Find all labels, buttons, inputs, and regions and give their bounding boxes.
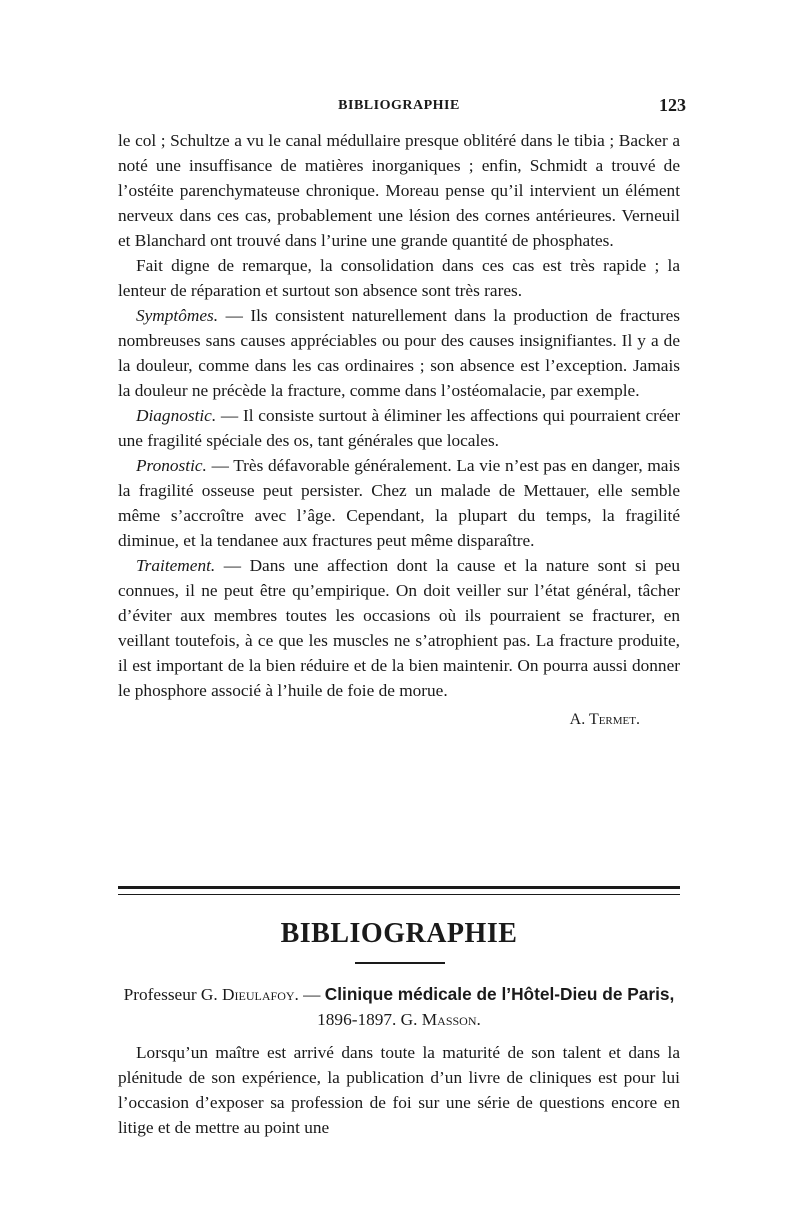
paragraph-causes: le col ; Schultze a vu le canal médullaire presque oblitéré dans le tibia ; Backer a noté une insuffisance de matières inorganiques ; enfin, Schmidt a trouvé de l’ostéite parenchymateuse chronique. Moreau pense qu’il intervient un élément nerveux dans ces cas, probablement une lésion des cornes antérieures. Verneuil et Blanchard ont trouvé dans l’urine une grande quantité de phosphates. [118,131,680,250]
running-title: BIBLIOGRAPHIE [338,98,460,113]
page-number: 123 [659,95,686,115]
running-head [118,95,686,118]
label-pronostic: Pronostic. [136,456,207,475]
paragraph-traitement [118,553,680,703]
review-book-title: Clinique médicale de l’Hôtel-Dieu de Paris, [324,984,675,1004]
review-years: 1896-1897. G. [317,1010,422,1029]
label-symptomes: Symptômes. [136,306,219,325]
article-body [118,128,680,732]
label-traitement: Traitement. [136,556,216,575]
review-paragraph: Lorsqu’un maître est arrivé dans toute la maturité de son talent et dans la plénitude de son expérience, la publication d’un livre de cliniques est pour lui l’occasion d’exposer sa profession de foi sur une série de questions encore en litige et de mettre au point une [118,1043,680,1137]
review-body [118,1040,680,1140]
paragraph-consolidation: Fait digne de remarque, la consolidation dans ces cas est très rapide ; la lenteur de réparation et surtout son absence sont très rares. [118,256,680,300]
title-underline [355,962,445,964]
author-signature: A. Termet. [569,711,640,728]
text-traitement: — Dans une affection dont la cause et la nature sont si peu connues, il ne peut être qu’empirique. On doit veiller sur l’état général, tâcher d’éviter aux membres toutes les occasions où ils pourraient se fracturer, en veillant toutefois, à ce que les muscles ne s’atrophient pas. La fracture produite, il est important de la bien réduire et de la bien maintenir. On pourra aussi donner le phosphore associé à l’huile de foie de morue. [118,556,680,700]
section-divider-thick [118,886,680,889]
paragraph-pronostic [118,453,680,553]
review-author: Dieulafoy. [222,985,299,1004]
paragraph-diagnostic [118,403,680,453]
review-publisher: Masson. [421,1010,481,1029]
paragraph-symptomes [118,303,680,403]
review-dash: — [298,985,325,1004]
label-diagnostic: Diagnostic. [136,406,217,425]
section-divider-thin [118,894,680,895]
review-heading [118,982,680,1032]
section-title: BIBLIOGRAPHIE [280,918,518,949]
review-prefix: Professeur G. [123,985,223,1004]
text-symptomes: — Ils consistent naturellement dans la production de fractures nombreuses sans causes appréciables ou pour des causes insignifiantes. Il y a de la douleur, comme dans les cas ordinaires ; son absence est l’exception. Jamais la douleur ne précède la fracture, comme dans l’ostéomalacie, par exemple. [118,306,680,400]
text-diagnostic: — Il consiste surtout à éliminer les affections qui pourraient créer une fragilité spéciale des os, tant générales que locales. [118,406,680,450]
text-pronostic: — Très défavorable généralement. La vie n’est pas en danger, mais la fragilité osseuse peut persister. Chez un malade de Mettauer, elle semble même s’accroître avec l’âge. Cependant, la plupart du temps, la fragilité diminue, et la tendanee aux fractures peut même disparaître. [118,456,680,550]
